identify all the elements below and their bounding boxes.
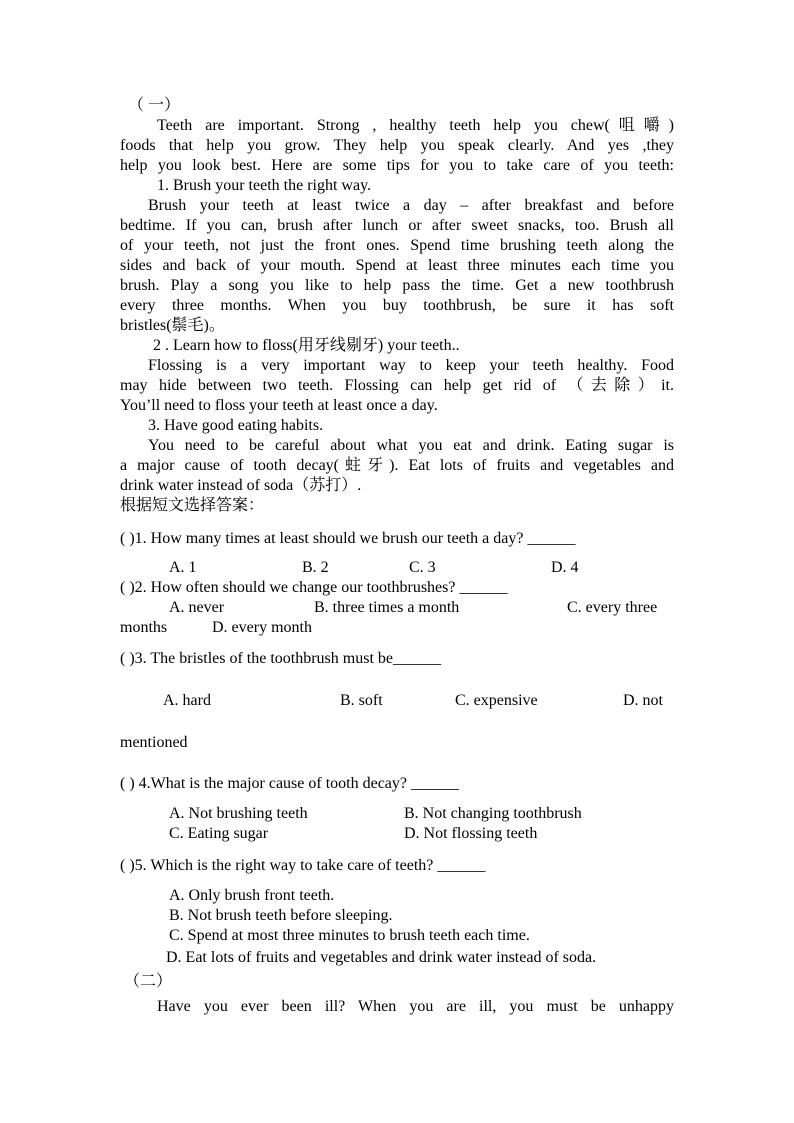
option: B. soft bbox=[340, 692, 383, 709]
paragraph-line: Teeth are important. Strong , healthy teeth help you chew(咀嚼) bbox=[157, 117, 674, 134]
paragraph-line: sides and back of your mouth. Spend at least three minutes each time you bbox=[120, 257, 674, 274]
paragraph-line: foods that help you grow. They help you speak clearly. And yes ,they bbox=[120, 137, 674, 154]
option: D. Eat lots of fruits and vegetables and drink water instead of soda. bbox=[166, 949, 597, 966]
paragraph-line: Flossing is a very important way to keep your teeth healthy. Food bbox=[148, 357, 674, 374]
question-stem-3: ( )3. The bristles of the toothbrush must be______ bbox=[120, 650, 441, 667]
option: B. three times a month bbox=[314, 599, 460, 616]
paragraph-line: You need to be careful about what you eat and drink. Eating sugar is bbox=[148, 437, 674, 454]
paragraph-line: bedtime. If you can, brush after lunch or after sweet snacks, too. Brush all bbox=[120, 217, 674, 234]
paragraph-line: of your teeth, not just the front ones. Spend time brushing teeth along the bbox=[120, 237, 674, 254]
option: D. 4 bbox=[551, 559, 579, 576]
paragraph-line: Have you ever been ill? When you are ill, you must be unhappy bbox=[157, 998, 674, 1015]
tip-heading: 1. Brush your teeth the right way. bbox=[157, 177, 372, 194]
option: B. Not changing toothbrush bbox=[404, 805, 582, 822]
option: A. Not brushing teeth bbox=[169, 805, 308, 822]
option: D. every month bbox=[212, 619, 312, 636]
paragraph-line: bristles(鬃毛)。 bbox=[120, 317, 225, 334]
option: C. Spend at most three minutes to brush teeth each time. bbox=[169, 927, 530, 944]
question-stem-1: ( )1. How many times at least should we brush our teeth a day? ______ bbox=[120, 530, 576, 547]
option: B. 2 bbox=[302, 559, 329, 576]
tip-heading: 3. Have good eating habits. bbox=[148, 417, 324, 434]
paragraph-line: drink water instead of soda（苏打）. bbox=[120, 477, 362, 494]
question-stem-5: ( )5. Which is the right way to take care of teeth? ______ bbox=[120, 857, 486, 874]
option: months bbox=[120, 619, 168, 636]
paragraph-line: help you look best. Here are some tips for you to take care of you teeth: bbox=[120, 157, 674, 174]
option: A. 1 bbox=[169, 559, 197, 576]
paragraph-line: a major cause of tooth decay(蛀牙). Eat lots of fruits and vegetables and bbox=[120, 457, 674, 474]
paragraph-line: Brush your teeth at least twice a day – after breakfast and before bbox=[148, 197, 674, 214]
option: A. hard bbox=[163, 692, 211, 709]
section-heading-2: （二） bbox=[124, 973, 173, 990]
option: C. every three bbox=[567, 599, 658, 616]
option: D. not bbox=[623, 692, 663, 709]
paragraph-line: brush. Play a song you like to help pass the time. Get a new toothbrush bbox=[120, 277, 674, 294]
instruction: 根据短文选择答案： bbox=[120, 497, 265, 514]
option: A. never bbox=[169, 599, 225, 616]
paragraph-line: You’ll need to floss your teeth at least once a day. bbox=[120, 397, 438, 414]
option: mentioned bbox=[120, 734, 188, 751]
question-stem-2: ( )2. How often should we change our toothbrushes? ______ bbox=[120, 579, 508, 596]
option: C. 3 bbox=[409, 559, 436, 576]
option: C. Eating sugar bbox=[169, 825, 269, 842]
option: C. expensive bbox=[455, 692, 538, 709]
section-heading-1: （ 一） bbox=[128, 97, 181, 114]
option: D. Not flossing teeth bbox=[404, 825, 538, 842]
tip-heading: 2 . Learn how to floss(用牙线剔牙) your teeth.. bbox=[153, 337, 460, 354]
question-stem-4: ( ) 4.What is the major cause of tooth decay? ______ bbox=[120, 775, 459, 792]
option: B. Not brush teeth before sleeping. bbox=[169, 907, 393, 924]
paragraph-line: every three months. When you buy toothbrush, be sure it has soft bbox=[120, 297, 674, 314]
paragraph-line: may hide between two teeth. Flossing can help get rid of （去除）it. bbox=[120, 377, 674, 394]
option: A. Only brush front teeth. bbox=[169, 887, 335, 904]
